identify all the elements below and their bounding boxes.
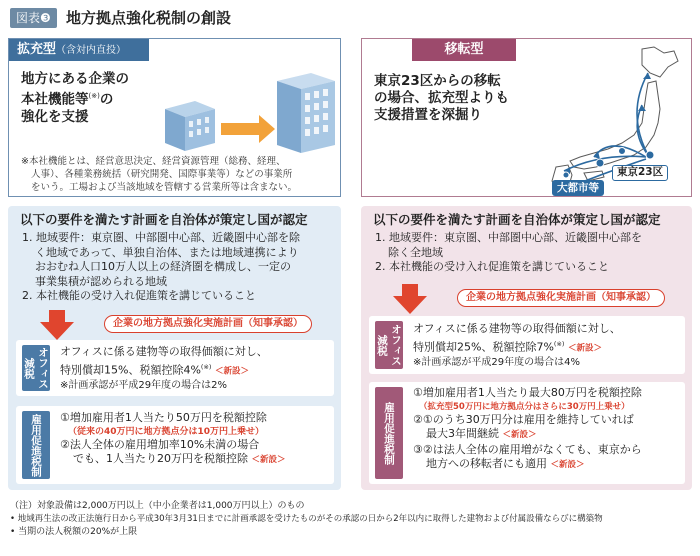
relocation-line-3: 支援措置を深掘り xyxy=(374,107,482,123)
expansion-line-2 xyxy=(21,88,181,109)
expansion-type-sublabel: （含対内直投） xyxy=(56,45,127,56)
relocation-req-list xyxy=(375,231,691,275)
footnote-2: • 地域再生法の改正法施行日から平成30年3月31日までに計画承認を受けたものがその承認の日から2年以内に取得した建物および付属設備ならびに構築物 xyxy=(10,514,603,524)
footnote-1: （注）対象設備は2,000万円以上（中小企業者は1,000万円以上）のもの xyxy=(10,501,305,511)
relocation-line-2: の場合、拡充型よりも xyxy=(374,90,509,106)
relocation-type-panel xyxy=(361,38,692,197)
page-title: 地方拠点強化税制の創設 xyxy=(66,9,232,27)
req-line: 2. 本社機能の受け入れ促進策を講じていること xyxy=(22,289,256,302)
tokyo-23-label: 東京23区 xyxy=(612,165,668,181)
req-line: 1. 地域要件：東京圏、中部圏中心部、近畿圏中心部を xyxy=(375,231,642,244)
expansion-requirements xyxy=(8,206,341,490)
office-tax-tag: オフィス減税 xyxy=(23,347,49,389)
office-note: ※計画承認が平成29年度の場合は4% xyxy=(413,356,580,368)
req-line: 除く全地域 xyxy=(388,245,443,259)
emp-line-3-text: 最大3年間継続 xyxy=(426,427,499,440)
emp-line-5 xyxy=(413,457,683,473)
down-arrow-icon xyxy=(40,310,74,340)
building-growth-icon xyxy=(159,69,337,155)
figure-badge: 図表❸ xyxy=(10,8,57,28)
expansion-line-1: 地方にある企業の xyxy=(21,71,129,87)
employment-tax-tag: 雇用促進税制 xyxy=(375,387,403,479)
emp-red-note: （拡充型50万円に地方拠点分はさらに30万円上乗せ） xyxy=(419,401,630,412)
req-line: おおむね人口10万人以上の経済圏を構成し、一定の xyxy=(35,260,291,273)
emp-line-3 xyxy=(413,427,683,443)
office-note: ※計画承認が平成29年度の場合は2% xyxy=(60,379,227,391)
emp-line-3 xyxy=(60,452,332,468)
office-tax-text xyxy=(413,322,681,370)
down-arrow-icon xyxy=(393,284,427,314)
emp-line-3-text: でも、1人当たり20万円を税額控除 xyxy=(73,452,248,465)
expansion-office-box xyxy=(16,340,334,396)
emp-line-2: ②①のうち30万円分は雇用を維持していれば xyxy=(413,412,634,426)
office-rate: 特別償却15%、税額控除4% xyxy=(60,363,201,377)
expansion-type-label: 拡充型 xyxy=(17,42,57,57)
office-tax-tag: オフィス減税 xyxy=(375,321,403,369)
footnotes xyxy=(10,500,694,539)
expansion-line-3: 強化を支援 xyxy=(21,108,89,125)
employment-tax-text xyxy=(413,386,683,473)
relocation-employment-box xyxy=(369,382,685,484)
expansion-employment-box xyxy=(16,406,334,484)
expansion-sup: (※) xyxy=(88,92,100,100)
new-badge: ＜新設＞ xyxy=(567,343,602,354)
relocation-office-box xyxy=(369,316,685,374)
expansion-req-list xyxy=(22,231,340,304)
office-line-2 xyxy=(413,337,681,356)
note-line-3: をいう。工場および当該地域を管轄する営業所等は含まない。 xyxy=(31,182,298,193)
office-line-1: オフィスに係る建物等の取得価額に対し、 xyxy=(60,345,268,358)
emp-line-1: ①増加雇用者1人当たり最大80万円を税額控除 xyxy=(413,386,642,399)
relocation-line-1: 東京23区からの移転 xyxy=(374,73,501,89)
note-line-1: ※本社機能とは、経営意思決定、経営資源管理（総務、経理、 xyxy=(21,156,286,167)
expansion-type-header xyxy=(9,39,149,61)
new-badge: ＜新設＞ xyxy=(502,430,537,440)
emp-line-4: ③②は法人全体の雇用増がなくても、東京から xyxy=(413,442,642,456)
req-line: 2. 本社機能の受け入れ促進策を講じていること xyxy=(375,260,609,273)
relocation-requirements xyxy=(361,206,692,490)
expansion-line-2a: 本社機能等 xyxy=(21,91,89,108)
new-badge: ＜新設＞ xyxy=(550,460,585,470)
expansion-main-text xyxy=(21,71,181,126)
new-badge: ＜新設＞ xyxy=(214,366,249,377)
relocation-type-header: 移転型 xyxy=(412,39,516,61)
relocation-main-text xyxy=(374,73,534,124)
head-office-note xyxy=(21,155,339,194)
relocation-req-title: 以下の要件を満たす計画を自治体が策定し国が認定 xyxy=(373,212,661,227)
expansion-line-2b: の xyxy=(99,91,114,108)
req-line: 1. 地域要件：東京圏、中部圏中心部、近畿圏中心部を除 xyxy=(22,231,300,244)
emp-red-note: （従来の40万円に地方拠点分は10万円上乗せ） xyxy=(68,426,265,437)
office-line-1: オフィスに係る建物等の取得価額に対し、 xyxy=(413,322,621,335)
expansion-type-panel xyxy=(8,38,341,197)
major-cities-label: 大都市等 xyxy=(552,180,604,196)
expansion-req-title: 以下の要件を満たす計画を自治体が策定し国が認定 xyxy=(20,212,308,227)
office-sup: (※) xyxy=(200,362,212,371)
footnote-3: • 当期の法人税額の20%が上限 xyxy=(10,527,138,537)
relocation-plan-tag: 企業の地方拠点強化実施計画（知事承認） xyxy=(457,289,665,307)
new-badge: ＜新設＞ xyxy=(251,455,286,465)
office-line-2 xyxy=(60,360,330,379)
employment-tax-tag: 雇用促進税制 xyxy=(22,411,50,479)
employment-tax-text xyxy=(60,411,332,468)
req-line: 事業集積が認められる地域 xyxy=(35,274,167,288)
office-rate: 特別償却25%、税額控除7% xyxy=(413,340,554,354)
emp-line-2: ②法人全体の雇用増加率10%未満の場合 xyxy=(60,437,260,451)
note-line-2: 人事）、各種業務統括（研究開発、国際事業等）などの事業所 xyxy=(31,169,293,180)
office-sup: (※) xyxy=(553,339,565,348)
emp-line-1: ①増加雇用者1人当たり50万円を税額控除 xyxy=(60,411,267,424)
office-tax-text xyxy=(60,345,330,393)
emp-line-5-text: 地方への移転者にも適用 xyxy=(426,457,547,470)
req-line: く地域であって、単独自治体、または地域連携により xyxy=(35,245,299,259)
expansion-plan-tag: 企業の地方拠点強化実施計画（知事承認） xyxy=(104,315,312,333)
